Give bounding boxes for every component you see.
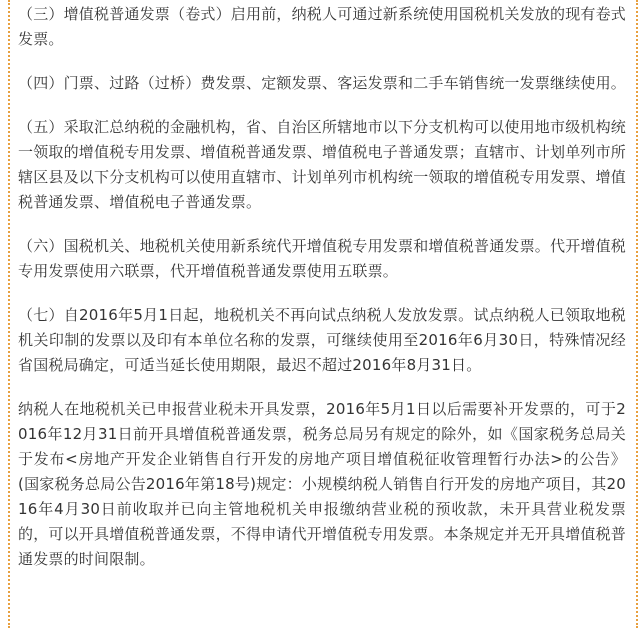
left-dotted-border — [8, 0, 10, 628]
paragraph-5: （五）采取汇总纳税的金融机构，省、自治区所辖地市以下分支机构可以使用地市级机构统一领取的增值税专用发票、增值税普通发票、增值税电子普通发票；直辖市、计划单列市所辖区县及以下分支机构可以使用直辖市、计划单列市机构统一领取的增值税专用发票、增值税普通发票、增值税电子普通发票。 — [18, 118, 627, 211]
paragraph-3: （三）增值税普通发票（卷式）启用前，纳税人可通过新系统使用国税机关发放的现有卷式发票。 — [18, 5, 627, 48]
article-body — [18, 0, 626, 591]
paragraph-4: （四）门票、过路（过桥）费发票、定额发票、客运发票和二手车销售统一发票继续使用。 — [18, 74, 627, 92]
paragraph-7: （七）自2016年5月1日起，地税机关不再向试点纳税人发放发票。试点纳税人已领取地税机关印制的发票以及印有本单位名称的发票，可继续使用至2016年6月30日，特殊情况经省国税局确定，可适当延长使用期限，最迟不超过2016年8月31日。 — [18, 306, 626, 374]
paragraph-6: （六）国税机关、地税机关使用新系统代开增值税专用发票和增值税普通发票。代开增值税专用发票使用六联票，代开增值税普通发票使用五联票。 — [18, 237, 627, 280]
paragraph-supplementary: 纳税人在地税机关已申报营业税未开具发票，2016年5月1日以后需要补开发票的，可于2016年12月31日前开具增值税普通发票，税务总局另有规定的除外，如《国家税务总局关于发布<房地产开发企业销售自行开发的房地产项目增值税征收管理暂行办法>的公告》(国家税务总局公告2016年第18号)规定：小规模纳税人销售自行开发的房地产项目，其2016年4月30日前收取并已向主管地税机关申报缴纳营业税的预收款，未开具营业税发票的，可以开具增值税普通发票，不得申请代开增值税专用发票。本条规定并无开具增值税普通发票的时间限制。 — [18, 400, 627, 568]
right-dotted-border — [636, 0, 638, 628]
